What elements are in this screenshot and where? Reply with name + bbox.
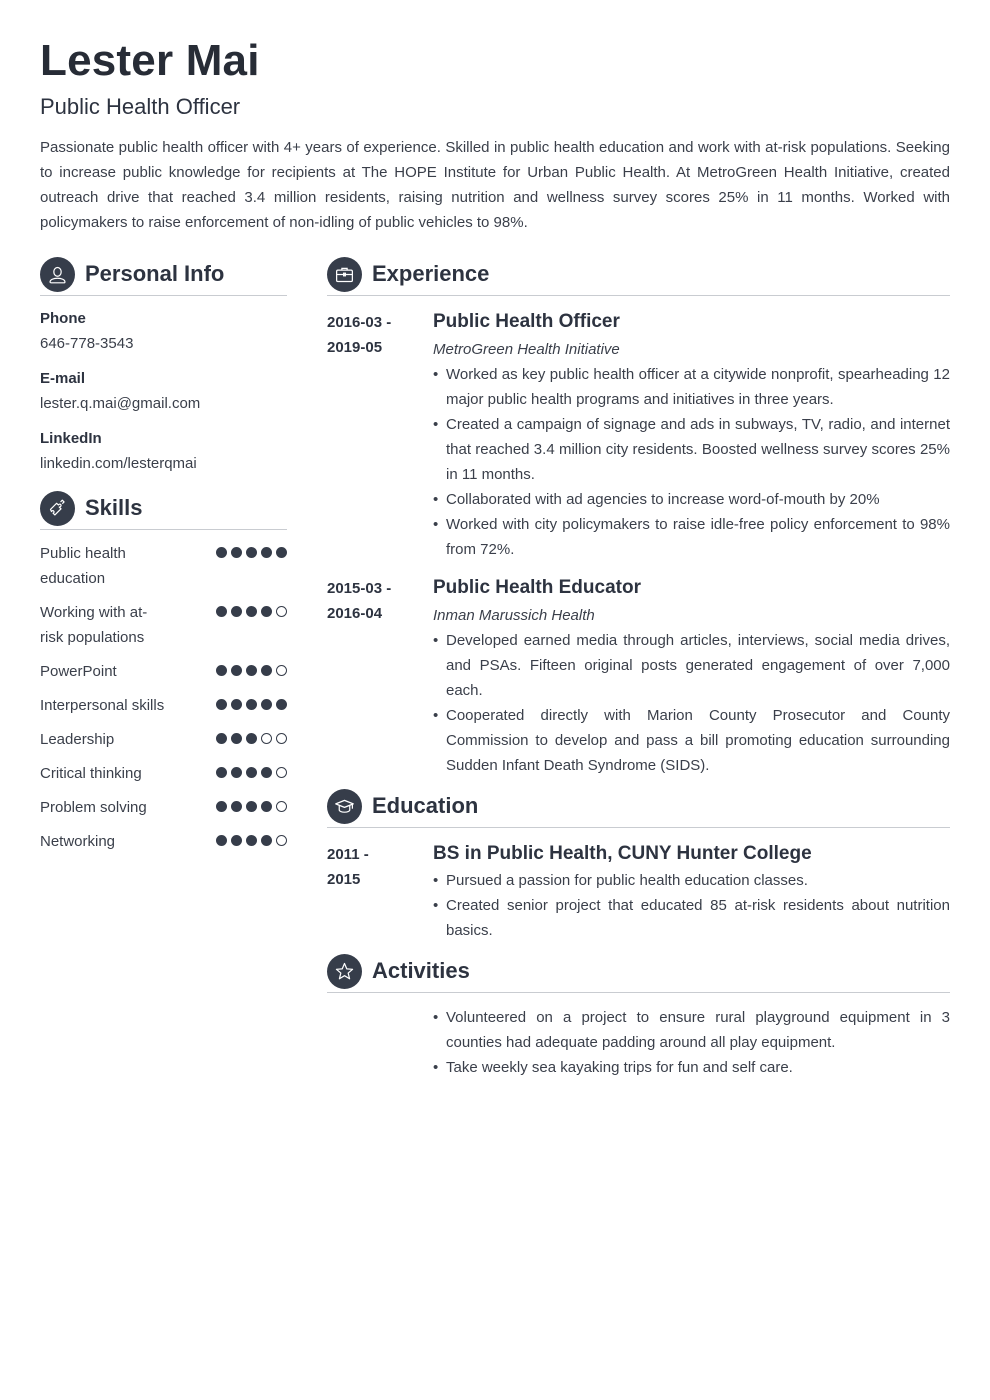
rating-dot-filled <box>231 606 242 617</box>
skill-name: Interpersonal skills <box>40 697 165 714</box>
rating-dot-filled <box>261 606 272 617</box>
skill-rating <box>216 829 287 846</box>
entry-date <box>327 840 433 943</box>
skills-list <box>40 541 287 854</box>
candidate-name: Lester Mai <box>40 36 260 85</box>
skill-row <box>40 761 287 786</box>
rating-dot-filled <box>231 699 242 710</box>
activities-heading: Activities <box>372 958 470 983</box>
entry-org: Inman Marussich Health <box>433 607 595 624</box>
skill-row <box>40 795 287 820</box>
skill-rating <box>216 659 287 676</box>
entry-body <box>433 840 950 943</box>
rating-dot-filled <box>216 547 227 558</box>
entry-title: Public Health Educator <box>433 577 641 598</box>
skill-rating <box>216 727 287 744</box>
bullet-item: • Developed earned media through articles, interviews, social media drives, and PSAs. Fifteen original posts generated engagement of over 7,000 each. <box>433 628 950 703</box>
rating-dot-filled <box>231 665 242 676</box>
rating-dot-filled <box>216 835 227 846</box>
rating-dot-filled <box>246 835 257 846</box>
right-column <box>327 256 950 1080</box>
entry-date <box>327 574 433 778</box>
rating-dot-filled <box>216 665 227 676</box>
skill-rating <box>216 761 287 778</box>
entry-title: BS in Public Health, CUNY Hunter College <box>433 843 812 864</box>
education-heading: Education <box>372 793 479 818</box>
star-icon <box>327 954 362 989</box>
skill-name: Problem solving <box>40 799 147 816</box>
rating-dot-filled <box>246 801 257 812</box>
entry-body <box>433 308 950 562</box>
date-end: 2015 <box>327 871 361 888</box>
rating-dot-empty <box>276 835 287 846</box>
rating-dot-empty <box>276 665 287 676</box>
rating-dot-filled <box>231 733 242 744</box>
rating-dot-filled <box>246 767 257 778</box>
bullet-list <box>433 628 950 778</box>
skill-row <box>40 693 287 718</box>
entry-title: Public Health Officer <box>433 311 620 332</box>
skill-name: Leadership <box>40 731 115 748</box>
entry <box>327 574 950 778</box>
experience-header <box>327 256 950 296</box>
skill-name: Public health education <box>40 545 126 587</box>
rating-dot-filled <box>246 547 257 558</box>
phone-value: 646-778-3543 <box>40 335 134 352</box>
rating-dot-filled <box>261 767 272 778</box>
summary: Passionate public health officer with 4+ years of experience. Skilled in public health education and work with at-risk populations. Seeking to increase public knowledge for recipients at The HOPE Institute for Urban Public Health. At MetroGreen Health Initiative, created outreach drive that reached 3.4 million residents, raising nutrition and wellness survey scores 25% in 11 months. Worked with policymakers to raise enforcement of non-idling of public vehicles to 98%. <box>40 139 950 231</box>
rating-dot-empty <box>276 733 287 744</box>
skill-name: Working with at-risk populations <box>40 604 148 646</box>
briefcase-icon <box>327 257 362 292</box>
bullet-item: • Take weekly sea kayaking trips for fun and self care. <box>433 1055 950 1080</box>
rating-dot-filled <box>246 606 257 617</box>
rating-dot-filled <box>231 547 242 558</box>
rating-dot-filled <box>261 547 272 558</box>
education-list <box>327 840 950 943</box>
activities-list <box>433 1005 950 1080</box>
skill-row <box>40 600 287 650</box>
linkedin-value: linkedin.com/lesterqmai <box>40 455 197 472</box>
experience-list <box>327 308 950 778</box>
date-start: 2015-03 - <box>327 580 392 597</box>
bullet-item: • Created senior project that educated 85 at-risk residents about nutrition basics. <box>433 893 950 943</box>
rating-dot-empty <box>276 606 287 617</box>
puzzle-icon <box>40 491 75 526</box>
rating-dot-filled <box>246 665 257 676</box>
activities-entry <box>327 1005 950 1080</box>
rating-dot-filled <box>261 801 272 812</box>
bullet-item: • Volunteered on a project to ensure rural playground equipment in 3 counties had adequate padding around all play equipment. <box>433 1005 950 1055</box>
graduation-cap-icon <box>327 789 362 824</box>
rating-dot-filled <box>231 801 242 812</box>
bullet-list <box>433 362 950 562</box>
date-start: 2016-03 - <box>327 314 392 331</box>
rating-dot-empty <box>261 733 272 744</box>
date-end: 2019-05 <box>327 339 383 356</box>
skill-rating <box>216 693 287 710</box>
skill-rating <box>216 795 287 812</box>
bullet-item: • Collaborated with ad agencies to increase word-of-mouth by 20% <box>433 487 950 512</box>
rating-dot-filled <box>276 699 287 710</box>
rating-dot-filled <box>216 699 227 710</box>
rating-dot-filled <box>216 767 227 778</box>
personal-info-heading: Personal Info <box>85 261 225 286</box>
linkedin-label: LinkedIn <box>40 430 102 447</box>
rating-dot-filled <box>246 733 257 744</box>
bullet-item: • Worked as key public health officer at a citywide nonprofit, spearheading 12 major public health programs and initiatives in three years. <box>433 362 950 412</box>
bullet-item: • Created a campaign of signage and ads in subways, TV, radio, and internet that reached 3.4 million city residents. Boosted wellness survey scores 25% in 11 months. <box>433 412 950 487</box>
entry-date <box>327 308 433 562</box>
candidate-title: Public Health Officer <box>40 94 241 119</box>
skill-name: Critical thinking <box>40 765 142 782</box>
bullet-item: • Pursued a passion for public health education classes. <box>433 868 950 893</box>
rating-dot-filled <box>216 733 227 744</box>
bullet-list <box>433 868 950 943</box>
rating-dot-filled <box>261 665 272 676</box>
education-header <box>327 788 950 828</box>
rating-dot-empty <box>276 767 287 778</box>
rating-dot-filled <box>246 699 257 710</box>
skill-row <box>40 659 287 684</box>
entry-body <box>433 574 950 778</box>
skill-row <box>40 727 287 752</box>
rating-dot-filled <box>231 835 242 846</box>
activities-spacer <box>327 1005 433 1080</box>
activities-header <box>327 953 950 993</box>
user-icon <box>40 257 75 292</box>
rating-dot-empty <box>276 801 287 812</box>
skill-row <box>40 541 287 591</box>
bullet-item: • Worked with city policymakers to raise idle-free policy enforcement to 98% from 72%. <box>433 512 950 562</box>
bullet-item: • Cooperated directly with Marion County Prosecutor and County Commission to develop and pass a bill promoting education surrounding Sudden Infant Death Syndrome (SIDS). <box>433 703 950 778</box>
email-value: lester.q.mai@gmail.com <box>40 395 201 412</box>
email-label: E-mail <box>40 370 86 387</box>
skill-name: Networking <box>40 833 116 850</box>
rating-dot-filled <box>216 801 227 812</box>
rating-dot-filled <box>261 699 272 710</box>
personal-info-header <box>40 256 287 296</box>
rating-dot-filled <box>261 835 272 846</box>
date-end: 2016-04 <box>327 605 383 622</box>
phone-label: Phone <box>40 310 86 327</box>
skill-name: PowerPoint <box>40 663 117 680</box>
rating-dot-filled <box>216 606 227 617</box>
skills-heading: Skills <box>85 495 143 520</box>
rating-dot-filled <box>276 547 287 558</box>
skill-rating <box>216 541 287 558</box>
entry <box>327 840 950 943</box>
experience-heading: Experience <box>372 261 490 286</box>
entry <box>327 308 950 562</box>
skill-row <box>40 829 287 854</box>
date-start: 2011 - <box>327 846 369 863</box>
skills-header <box>40 490 287 530</box>
left-column <box>40 256 287 863</box>
rating-dot-filled <box>231 767 242 778</box>
entry-org: MetroGreen Health Initiative <box>433 341 620 358</box>
skill-rating <box>216 600 287 617</box>
